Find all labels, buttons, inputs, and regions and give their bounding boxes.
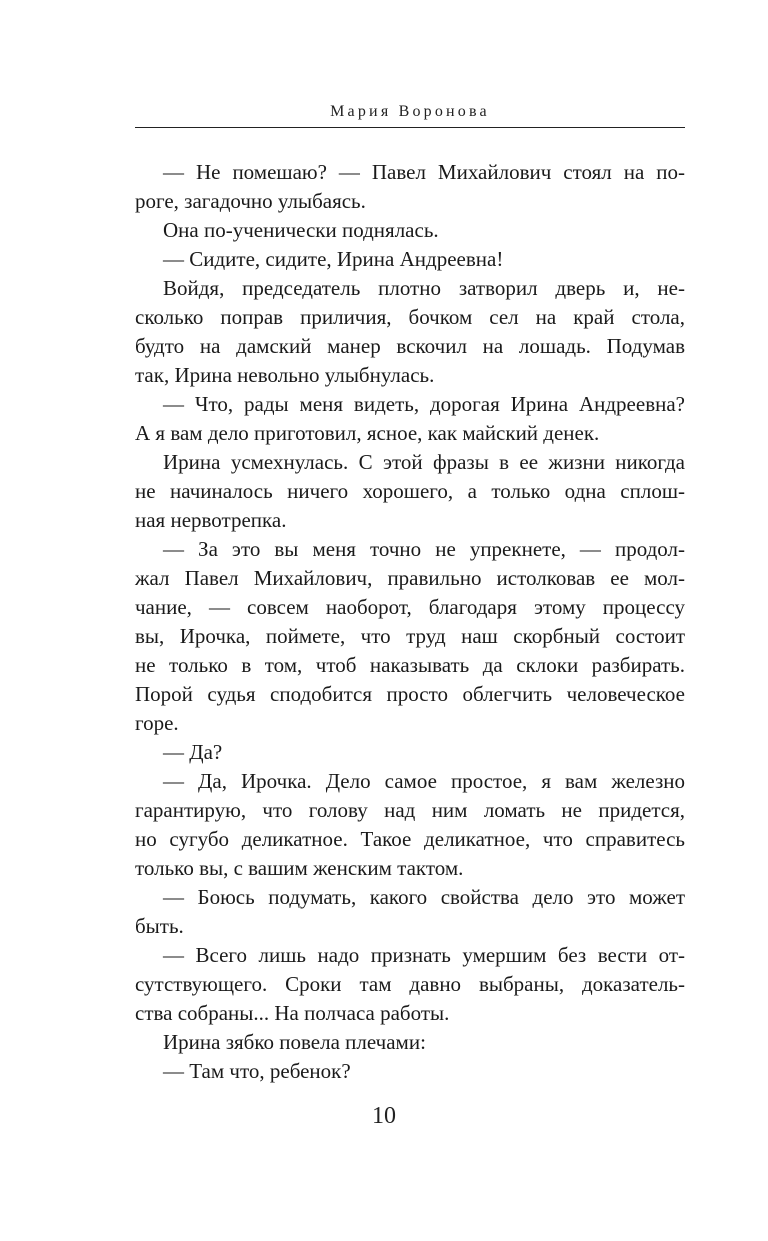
text-line: А я вам дело приготовил, ясное, как майский денек.: [135, 421, 600, 445]
page-number: 10: [372, 1103, 396, 1129]
text-line: жал Павел Михайлович, правильно истолковав ее мол-: [135, 566, 685, 590]
text-line: — За это вы меня точно не упрекнете, — продол-: [163, 537, 685, 561]
text-line: так, Ирина невольно улыбнулась.: [135, 363, 435, 387]
body-text: [135, 158, 685, 1086]
text-line: — Да, Ирочка. Дело самое простое, я вам железно: [163, 769, 685, 793]
text-line: — Боюсь подумать, какого свойства дело это может: [163, 885, 685, 909]
text-line: Ирина усмехнулась. С этой фразы в ее жизни никогда: [163, 450, 685, 474]
text-line: — Там что, ребенок?: [163, 1059, 351, 1083]
text-line: вы, Ирочка, поймете, что труд наш скорбный состоит: [135, 624, 685, 648]
text-line: — Сидите, сидите, Ирина Андреевна!: [163, 247, 504, 271]
text-line: горе.: [135, 711, 179, 735]
header-rule: [135, 127, 685, 128]
text-line: но сугубо деликатное. Такое деликатное, что справитесь: [135, 827, 685, 851]
text-line: ства собраны... На полчаса работы.: [135, 1001, 450, 1025]
text-line: не только в том, чтоб наказывать да склоки разбирать.: [135, 653, 685, 677]
running-head: Мария Воронова: [330, 103, 490, 120]
text-line: только вы, с вашим женским тактом.: [135, 856, 464, 880]
text-line: Она по-ученически поднялась.: [163, 218, 439, 242]
text-line: — Да?: [163, 740, 223, 764]
text-line: ная нервотрепка.: [135, 508, 287, 532]
text-line: сколько поправ приличия, бочком сел на край стола,: [135, 305, 685, 329]
text-line: сутствующего. Сроки там давно выбраны, доказатель-: [135, 972, 685, 996]
text-line: чание, — совсем наоборот, благодаря этому процессу: [135, 595, 685, 619]
text-line: Войдя, председатель плотно затворил дверь и, не-: [163, 276, 685, 300]
text-line: быть.: [135, 914, 184, 938]
text-line: — Не помешаю? — Павел Михайлович стоял на по-: [163, 160, 685, 184]
text-line: Ирина зябко повела плечами:: [163, 1030, 426, 1054]
text-line: Порой судья сподобится просто облегчить человеческое: [135, 682, 685, 706]
text-line: не начиналось ничего хорошего, а только одна сплош-: [135, 479, 685, 503]
text-line: роге, загадочно улыбаясь.: [135, 189, 366, 213]
text-line: будто на дамский манер вскочил на лошадь. Подумав: [135, 334, 685, 358]
text-line: — Что, рады меня видеть, дорогая Ирина Андреевна?: [163, 392, 685, 416]
text-line: — Всего лишь надо признать умершим без вести от-: [163, 943, 685, 967]
text-line: гарантирую, что голову над ним ломать не придется,: [135, 798, 685, 822]
